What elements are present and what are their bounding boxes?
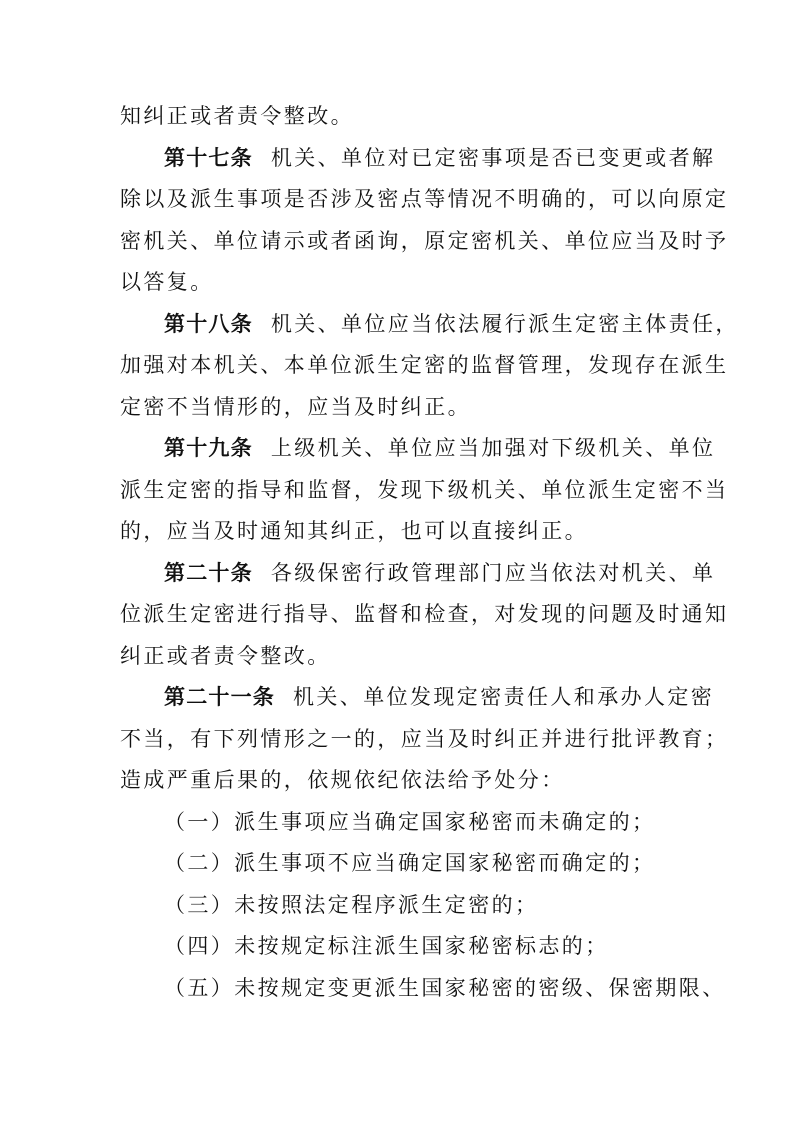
body-line: 不当，有下列情形之一的，应当及时纠正并进行批评教育； [120,726,729,751]
body-line: 派生定密的指导和监督，发现下级机关、单位派生定密不当 [120,477,729,502]
body-line: 知纠正或者责令整改。 [120,104,354,128]
list-item: （四）未按规定标注派生国家秘密标志的； [164,934,609,958]
body-line: 以答复。 [120,270,214,294]
body-line: 的，应当及时通知其纠正，也可以直接纠正。 [120,519,588,543]
article-text: 机关、单位应当依法履行派生定密主体责任， [270,311,739,336]
body-line: 位派生定密进行指导、监督和检查，对发现的问题及时通知 [120,602,729,626]
list-item: （三）未按照法定程序派生定密的； [164,892,539,917]
article-first-line [120,428,716,470]
body-line: 造成严重后果的，依规依纪依法给予处分： [120,768,565,792]
article-first-line [120,677,715,719]
article-first-line [120,138,716,180]
article-heading: 第十九条 [164,436,253,460]
article-heading: 第二十条 [164,560,253,585]
article-text: 各级保密行政管理部门应当依法对机关、单 [270,560,716,585]
list-item: （二）派生事项不应当确定国家秘密而确定的； [164,851,656,875]
article-first-line [120,304,739,346]
body-line: 纠正或者责令整改。 [120,643,331,668]
article-text: 上级机关、单位应当加强对下级机关、单位 [270,436,716,460]
body-line: 加强对本机关、本单位派生定密的监督管理，发现存在派生 [120,353,729,377]
body-line: 密机关、单位请示或者函询，原定密机关、单位应当及时予 [120,228,729,253]
article-text: 机关、单位对已定密事项是否已变更或者解 [270,145,716,170]
article-heading: 第十八条 [164,311,253,336]
list-item: （五）未按规定变更派生国家秘密的密级、保密期限、 [164,975,726,1000]
body-line: 除以及派生事项是否涉及密点等情况不明确的，可以向原定 [120,187,729,211]
article-heading: 第二十一条 [164,685,275,709]
body-line: 定密不当情形的，应当及时纠正。 [120,394,471,419]
article-heading: 第十七条 [164,145,253,170]
document-page [120,96,739,1009]
list-item: （一）派生事项应当确定国家秘密而未确定的； [164,809,656,834]
article-text: 机关、单位发现定密责任人和承办人定密 [293,685,715,709]
article-first-line [120,553,716,595]
